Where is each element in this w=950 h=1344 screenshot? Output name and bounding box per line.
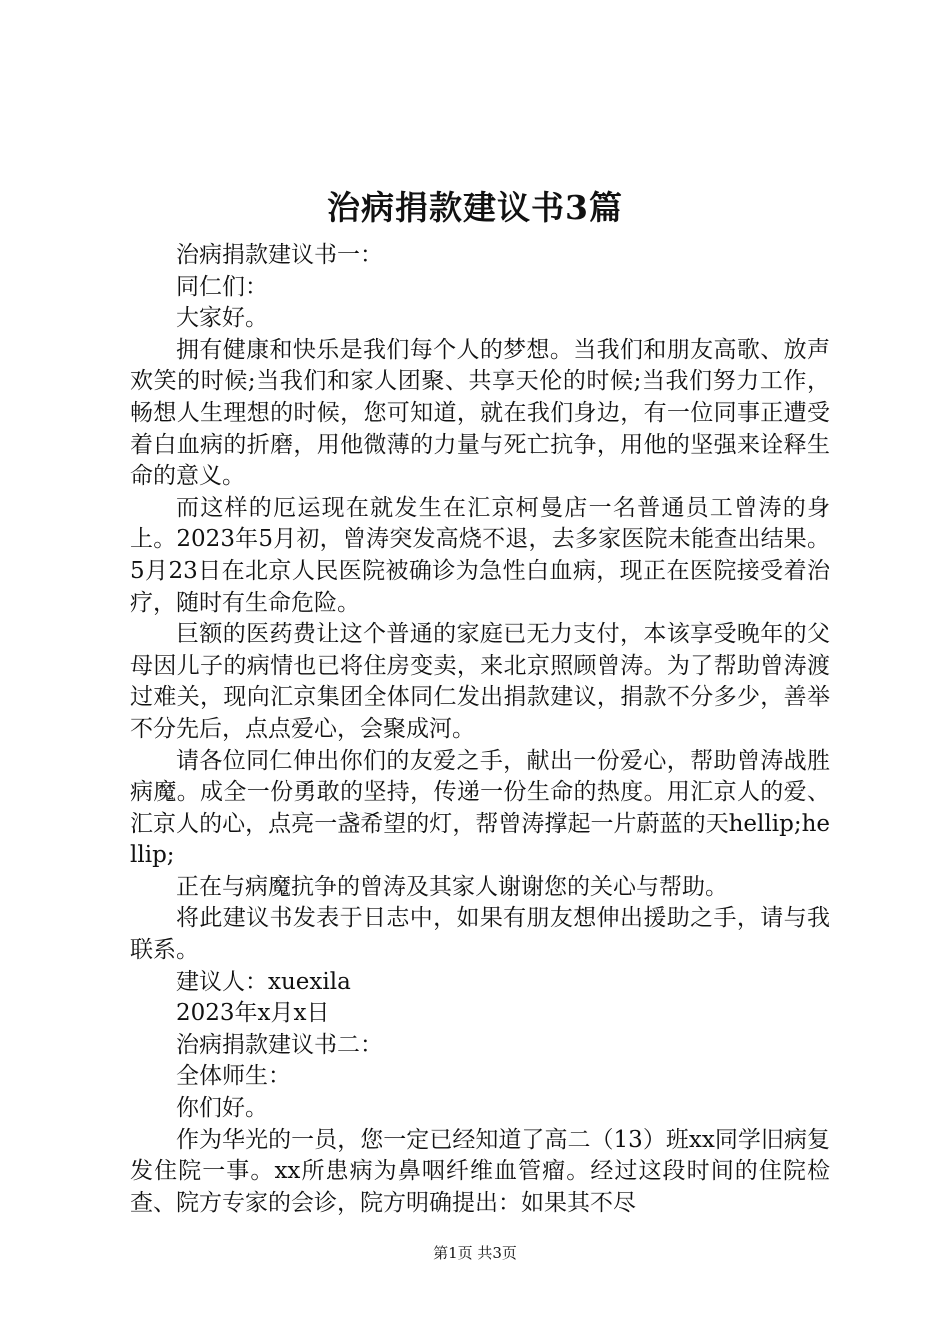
paragraph: 你们好。 (176, 1095, 268, 1122)
paragraph: 全体师生： (176, 1063, 291, 1090)
paragraph: 建议人：xuexila (176, 968, 351, 995)
paragraph: 作为华光的一员，您一定已经知道了高二（13）班xx同学旧病复发住院一事。xx所患病为鼻咽纤维血管瘤。经过这段时间的住院检查、院方专家的会诊，院方明确提出：如果其不尽 (130, 1126, 830, 1216)
paragraph: 大家好。 (176, 305, 268, 332)
paragraph: 正在与病魔抗争的曾涛及其家人谢谢您的关心与帮助。 (176, 873, 728, 900)
paragraph: 同仁们： (176, 273, 268, 300)
page-footer: 第1页 共3页 (433, 1244, 517, 1262)
paragraph: 治病捐款建议书二： (176, 1031, 383, 1058)
paragraph: 请各位同仁伸出你们的友爱之手，献出一份爱心，帮助曾涛战胜病魔。成全一份勇敢的坚持，传递一份生命的热度。用汇京人的爱、汇京人的心，点亮一盏希望的灯，帮曾涛撑起一片蔚蓝的天hellip;hellip; (130, 747, 830, 869)
paragraph: 而这样的厄运现在就发生在汇京柯曼店一名普通员工曾涛的身上。2023年5月初，曾涛突发高烧不退，去多家医院未能查出结果。5月23日在北京人民医院被确诊为急性白血病，现正在医院接受着治疗，随时有生命危险。 (130, 494, 830, 616)
paragraph: 2023年x月x日 (176, 1000, 330, 1027)
paragraph: 拥有健康和快乐是我们每个人的梦想。当我们和朋友高歌、放声欢笑的时候;当我们和家人团聚、共享天伦的时候;当我们努力工作，畅想人生理想的时候，您可知道，就在我们身边，有一位同事正遭受着白血病的折磨，用他微薄的力量与死亡抗争，用他的坚强来诠释生命的意义。 (130, 336, 830, 490)
paragraph: 治病捐款建议书一： (176, 242, 383, 268)
paragraph: 巨额的医药费让这个普通的家庭已无力支付，本该享受晚年的父母因儿子的病情也已将住房变卖，来北京照顾曾涛。为了帮助曾涛渡过难关，现向汇京集团全体同仁发出捐款建议，捐款不分多少，善举不分先后，点点爱心，会聚成河。 (130, 621, 830, 742)
document-title: 治病捐款建议书3篇 (327, 188, 623, 227)
paragraph: 将此建议书发表于日志中，如果有朋友想伸出援助之手，请与我联系。 (130, 905, 830, 964)
document-body (130, 240, 830, 1219)
